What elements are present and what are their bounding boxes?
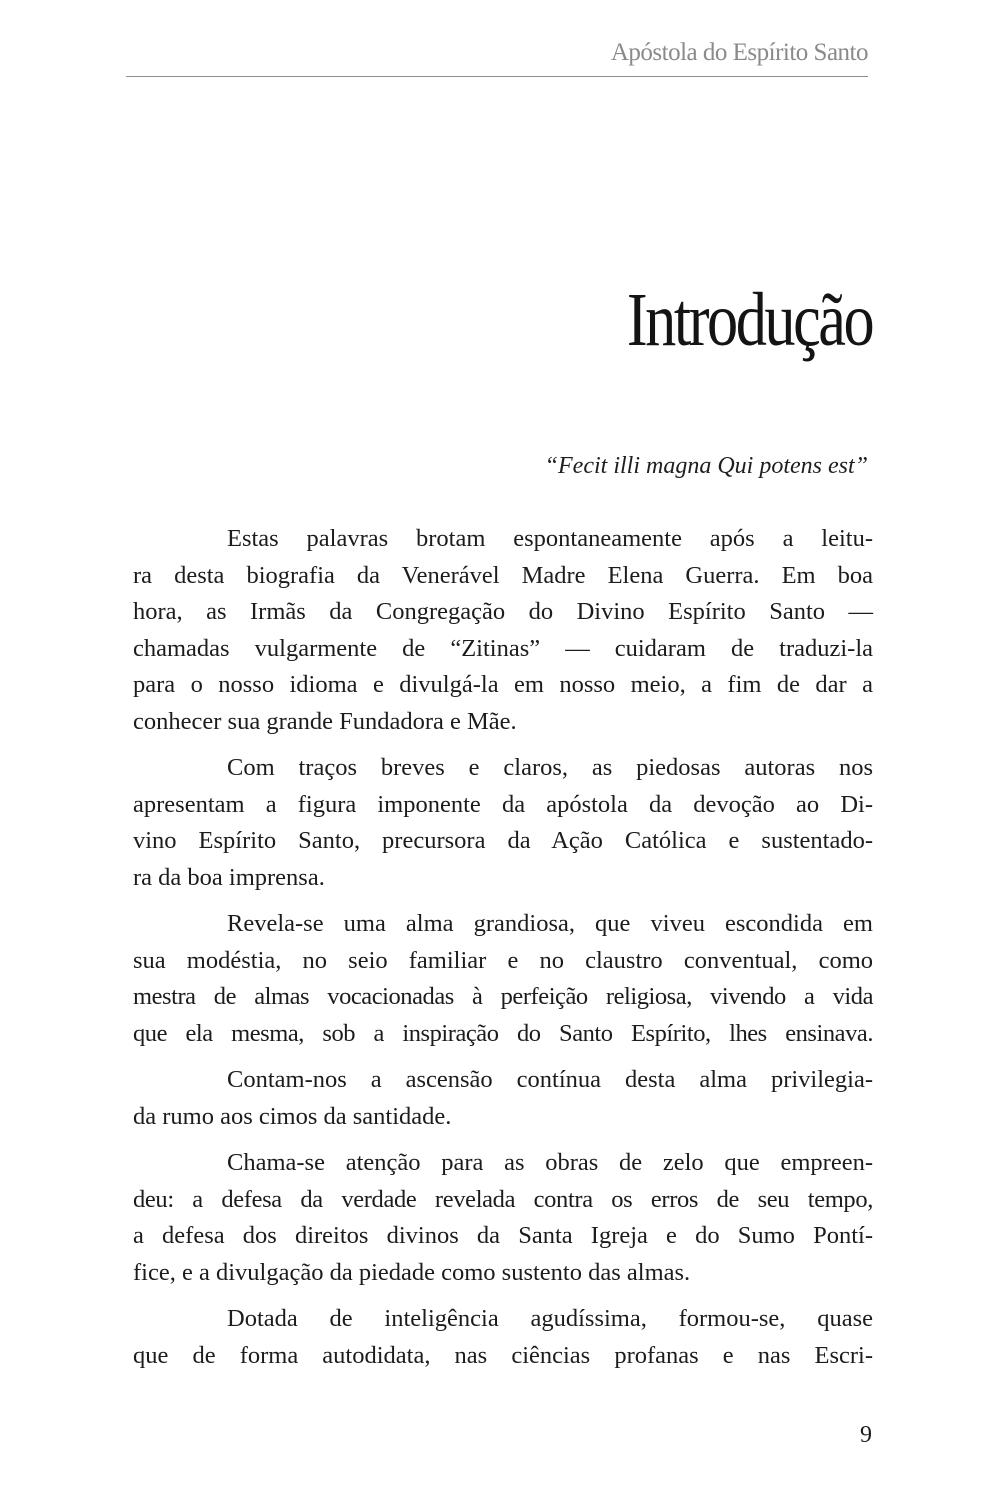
paragraph-1 <box>133 521 873 740</box>
running-header <box>126 38 868 77</box>
text-line: ra da boa imprensa. <box>133 863 325 891</box>
text-line: ra desta biografia da Venerável Madre Elena Guerra. Em boa <box>133 561 873 589</box>
text-line: que ela mesma, sob a inspiração do Santo Espírito, lhes ensinava. <box>133 1019 873 1047</box>
paragraph-2 <box>133 750 873 896</box>
paragraph-6 <box>133 1301 873 1374</box>
page-number: 9 <box>860 1422 872 1448</box>
text-line: Estas palavras brotam espontaneamente após a leitu- <box>227 525 873 552</box>
text-line: Com traços breves e claros, as piedosas autoras nos <box>227 754 873 781</box>
text-line: para o nosso idioma e divulgá-la em nosso meio, a fim de dar a <box>133 671 873 698</box>
text-line: mestra de almas vocacionadas à perfeição religiosa, vivendo a vida <box>133 983 873 1010</box>
paragraph-3 <box>133 906 873 1052</box>
text-line: conhecer sua grande Fundadora e Mãe. <box>133 707 517 735</box>
text-line: Dotada de inteligência agudíssima, formou-se, quase <box>227 1305 873 1332</box>
text-line: que de forma autodidata, nas ciências profanas e nas Escri- <box>133 1341 873 1369</box>
epigraph: “Fecit illi magna Qui potens est” <box>544 453 868 479</box>
text-line: hora, as Irmãs da Congregação do Divino Espírito Santo — <box>133 598 873 625</box>
text-line: apresentam a figura imponente da apóstola da devoção ao Di- <box>133 790 873 818</box>
text-line: a defesa dos direitos divinos da Santa Igreja e do Sumo Pontí- <box>133 1222 873 1249</box>
text-line: chamadas vulgarmente de “Zitinas” — cuidaram de traduzi-la <box>133 634 873 662</box>
body-text <box>133 521 873 1384</box>
chapter-title: Introdução <box>626 278 872 362</box>
paragraph-4 <box>133 1062 873 1135</box>
paragraph-5 <box>133 1145 873 1291</box>
text-line: da rumo aos cimos da santidade. <box>133 1102 452 1130</box>
text-line: sua modéstia, no seio familiar e no claustro conventual, como <box>133 946 873 974</box>
text-line: Chama-se atenção para as obras de zelo que empreen- <box>227 1149 873 1176</box>
text-line: deu: a defesa da verdade revelada contra os erros de seu tempo, <box>133 1185 873 1213</box>
text-line: vino Espírito Santo, precursora da Ação Católica e sustentado- <box>133 827 873 854</box>
text-line: Contam-nos a ascensão contínua desta alma privilegia- <box>227 1066 873 1093</box>
text-line: Revela-se uma alma grandiosa, que viveu escondida em <box>227 910 873 937</box>
running-header-title: Apóstola do Espírito Santo <box>610 39 868 66</box>
text-line: fice, e a divulgação da piedade como sustento das almas. <box>133 1258 691 1286</box>
